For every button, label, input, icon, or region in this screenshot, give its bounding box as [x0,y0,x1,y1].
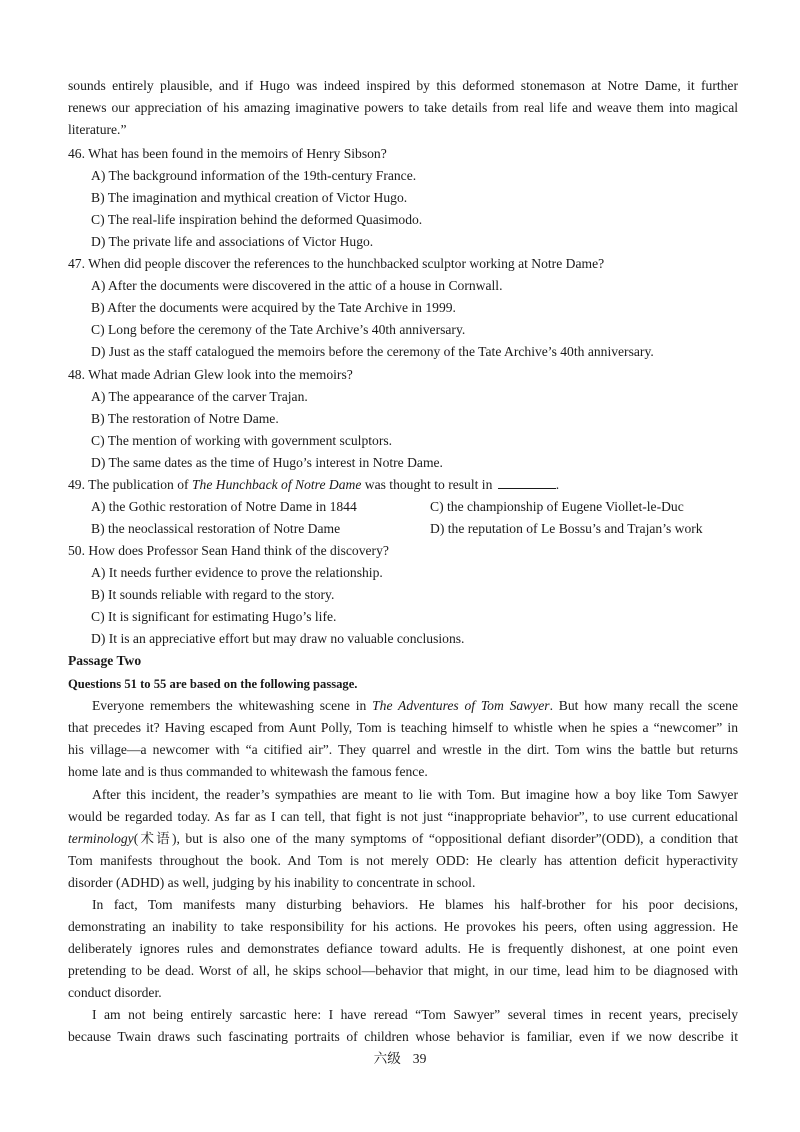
question-46-option-a: A) The background information of the 19th-century France. [91,168,417,183]
paragraph-3-line: In fact, Tom manifests many disturbing behaviors. He blames his half-brother for his poor decisions, [92,897,738,912]
paragraph-text: (术语), but is also one of the many symptoms of “oppositional defiant disorder”(ODD), a condition that [133,831,738,846]
paragraph-1-line: that precedes it? Having escaped from Aunt Polly, Tom is teaching himself to whistle when he spies a “newcomer” in [68,720,738,735]
question-49-option-a: A) the Gothic restoration of Notre Dame in 1844 [91,499,357,514]
paragraph-2-line: Tom manifests throughout the book. And Tom is not merely ODD: He clearly has attention deficit hyperactivity [68,853,738,868]
footer-label: 六级 [373,1051,401,1066]
question-49-option-b: B) the neoclassical restoration of Notre Dame [91,521,341,536]
question-47-option-b: B) After the documents were acquired by the Tate Archive in 1999. [91,300,456,315]
intro-line: renews our appreciation of his amazing imaginative powers to take details from real life and weave them into magical [68,100,738,115]
paragraph-1-line: his village—a newcomer with “a citified air”. They quarrel and wrestle in the dirt. Tom wins the battle but returns [68,742,738,757]
question-50-option-b: B) It sounds reliable with regard to the story. [91,587,335,602]
paragraph-4-line: because Twain draws such fascinating portraits of children whose behavior is familiar, even if we now describe it [68,1029,738,1044]
question-47-stem: 47. When did people discover the references to the hunchbacked sculptor working at Notre Dame? [68,256,605,271]
question-47-option-a: A) After the documents were discovered in the attic of a house in Cornwall. [91,278,503,293]
question-48-option-d: D) The same dates as the time of Hugo’s interest in Notre Dame. [91,455,443,470]
book-title: The Hunchback of Notre Dame [191,477,362,492]
question-49-option-d: D) the reputation of Le Bossu’s and Trajan’s work [430,521,703,536]
passage-subheading: Questions 51 to 55 are based on the following passage. [68,677,358,691]
page-footer [0,1048,800,1070]
question-46-option-d: D) The private life and associations of Victor Hugo. [91,234,374,249]
paragraph-1-line [68,695,738,717]
paragraph-2-line: disorder (ADHD) as well, judging by his inability to concentrate in school. [68,875,476,890]
book-title: The Adventures of Tom Sawyer [372,698,550,713]
question-48-option-c: C) The mention of working with government sculptors. [91,433,393,448]
paragraph-4-line: I am not being entirely sarcastic here: I have reread “Tom Sawyer” several times in recent years, precisely [92,1007,738,1022]
term: terminology [68,831,134,846]
question-47-option-d: D) Just as the staff catalogued the memoirs before the ceremony of the Tate Archive’s 40th anniversary. [91,344,654,359]
question-48-option-b: B) The restoration of Notre Dame. [91,411,279,426]
paragraph-2-line: After this incident, the reader’s sympathies are meant to lie with Tom. But imagine how a boy like Tom Sawyer [92,787,738,802]
question-48-stem: 48. What made Adrian Glew look into the memoirs? [68,367,353,382]
page-number: 39 [412,1051,427,1066]
paragraph-3-line: deliberately ignores rules and demonstrates defiance toward adults. He is frequently dishonest, at one point even [68,941,738,956]
question-50-option-c: C) It is significant for estimating Hugo’s life. [91,609,337,624]
question-46-stem: 46. What has been found in the memoirs of Henry Sibson? [68,146,387,161]
question-49-stem-post: was thought to result in [361,477,496,492]
paragraph-3-line: demonstrating an inability to take responsibility for his actions. He provokes his peers, often using aggression. He [68,919,738,934]
question-49-option-c: C) the championship of Eugene Viollet-le-Duc [430,499,684,514]
question-50-option-a: A) It needs further evidence to prove the relationship. [91,565,383,580]
paragraph-3-line: pretending to be dead. Worst of all, he skips school—behavior that might, in our time, lead him to be diagnosed with [68,963,738,978]
question-50-option-d: D) It is an appreciative effort but may draw no valuable conclusions. [91,631,465,646]
passage-heading: Passage Two [68,653,142,668]
paragraph-2-line [68,828,738,850]
question-49-stem [68,474,738,496]
question-46-option-b: B) The imagination and mythical creation of Victor Hugo. [91,190,408,205]
paragraph-3-line: conduct disorder. [68,985,162,1000]
paragraph-2-line: would be regarded today. As far as I can tell, that fight is not just “inappropriate behavior”, to use current educational [68,809,738,824]
paragraph-1-line: home late and is thus commanded to whitewash the famous fence. [68,764,428,779]
question-49-stem-end: . [555,477,560,492]
question-46-option-c: C) The real-life inspiration behind the deformed Quasimodo. [91,212,423,227]
question-48-option-a: A) The appearance of the carver Trajan. [91,389,308,404]
answer-blank [498,475,556,489]
paragraph-text: Everyone remembers the whitewashing scene in [92,698,373,713]
paragraph-text: . But how many recall the scene [549,698,738,713]
intro-line: sounds entirely plausible, and if Hugo was indeed inspired by this deformed stonemason at Notre Dame, it further [68,78,738,93]
question-50-stem: 50. How does Professor Sean Hand think of the discovery? [68,543,389,558]
question-47-option-c: C) Long before the ceremony of the Tate Archive’s 40th anniversary. [91,322,466,337]
intro-line: literature.” [68,122,127,137]
question-49-stem-pre: 49. The publication of [68,477,192,492]
